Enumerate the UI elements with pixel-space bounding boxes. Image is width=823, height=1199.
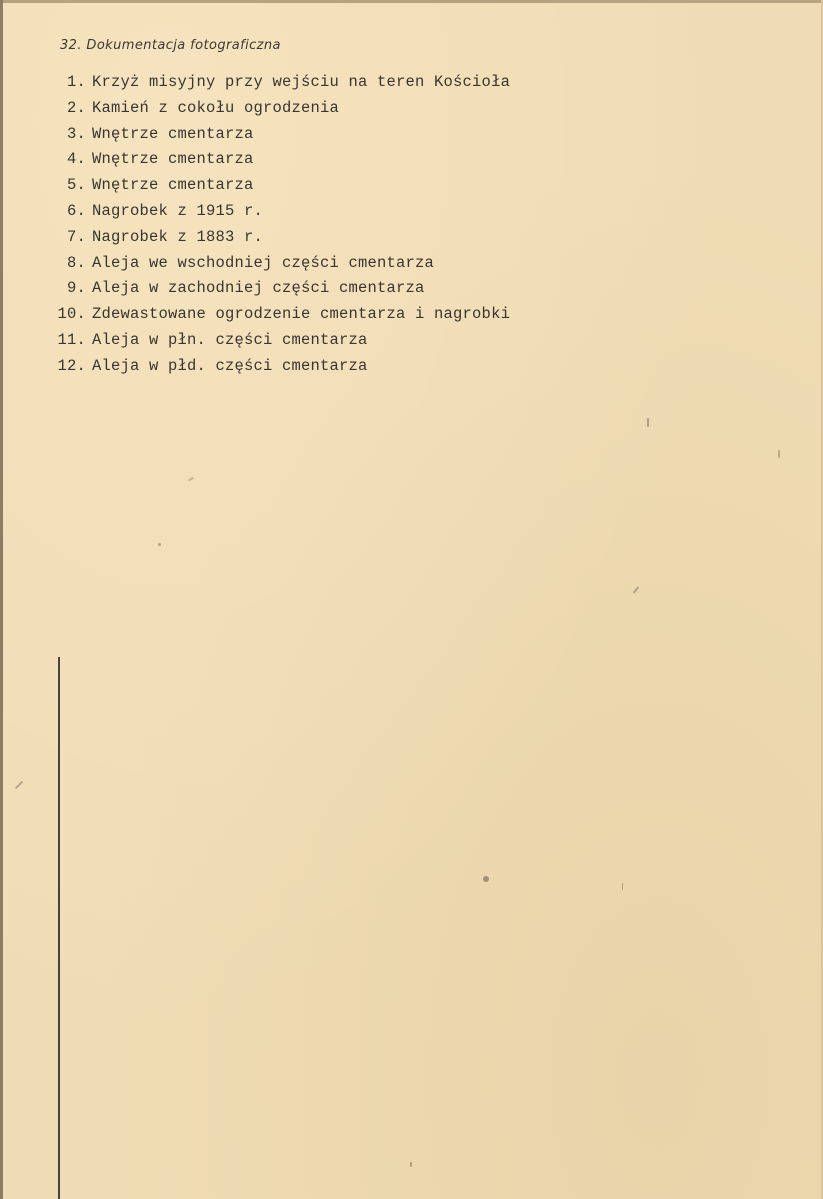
item-text: Aleja w zachodniej części cmentarza <box>92 279 425 298</box>
item-number: 5. <box>66 176 86 195</box>
item-number: 2. <box>66 98 86 117</box>
list-item <box>48 199 510 225</box>
list-item <box>48 122 510 148</box>
paper-speck <box>633 586 640 593</box>
item-number: 12. <box>57 356 86 375</box>
list-item <box>48 147 510 173</box>
item-text: Wnętrze cmentarza <box>92 176 254 195</box>
list-item <box>48 328 510 354</box>
list-item <box>48 225 510 251</box>
page-number: 32. <box>60 38 82 53</box>
paper-speck <box>647 418 649 427</box>
item-text: Nagrobek z 1883 r. <box>92 227 264 246</box>
section-title: Dokumentacja fotograficzna <box>86 38 281 53</box>
item-number: 10. <box>57 305 86 324</box>
item-text: Kamień z cokołu ogrodzenia <box>92 98 340 117</box>
list-item <box>48 276 510 302</box>
item-text: Aleja w płn. części cmentarza <box>92 330 368 349</box>
paper-speck <box>410 1162 412 1167</box>
photo-list <box>48 70 510 380</box>
item-text: Zdewastowane ogrodzenie cmentarza i nagrobki <box>92 305 511 324</box>
item-number: 1. <box>66 73 86 91</box>
item-text: Aleja w płd. części cmentarza <box>92 356 368 375</box>
item-number: 11. <box>57 330 86 349</box>
item-number: 7. <box>66 227 86 246</box>
list-item <box>48 354 510 380</box>
list-item <box>48 173 510 199</box>
paper-speck <box>188 477 194 482</box>
list-item <box>48 96 510 122</box>
paper-speck <box>778 450 780 458</box>
list-item <box>48 70 510 96</box>
page-header <box>60 38 281 53</box>
item-text: Aleja we wschodniej części cmentarza <box>92 253 435 272</box>
page-left-edge <box>0 0 3 1199</box>
list-item <box>48 302 510 328</box>
paper-speck <box>483 876 489 882</box>
list-item <box>48 251 510 277</box>
item-number: 6. <box>66 201 86 220</box>
item-number: 4. <box>66 150 86 169</box>
paper-speck <box>15 781 23 789</box>
item-number: 9. <box>66 279 86 298</box>
item-text: Wnętrze cmentarza <box>92 124 254 143</box>
paper-speck <box>158 543 161 546</box>
margin-line <box>58 657 60 1199</box>
item-text: Nagrobek z 1915 r. <box>92 201 264 220</box>
page-top-edge <box>0 0 823 3</box>
item-number: 3. <box>66 124 86 143</box>
paper-speck <box>622 883 623 890</box>
item-text: Wnętrze cmentarza <box>92 150 254 169</box>
item-number: 8. <box>66 253 86 272</box>
item-text: Krzyż misyjny przy wejściu na teren Kościoła <box>92 73 511 91</box>
